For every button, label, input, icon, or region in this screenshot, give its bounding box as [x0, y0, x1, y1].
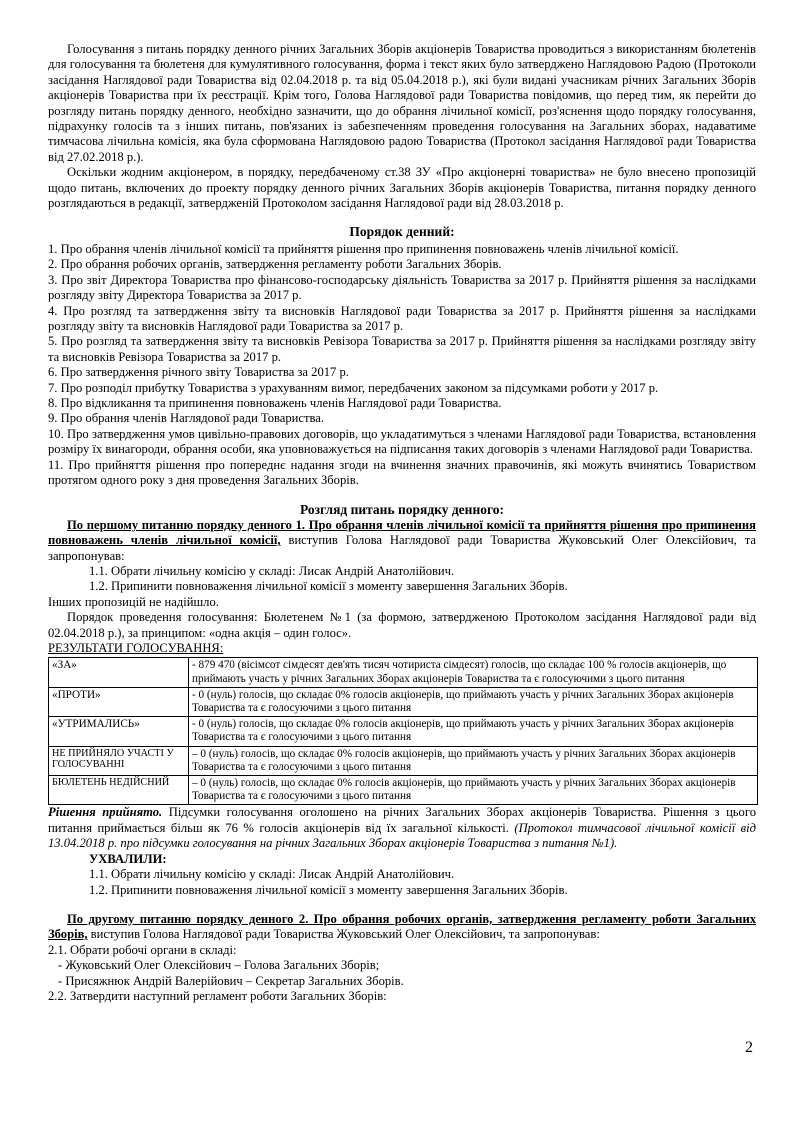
result-label: «УТРИМАЛИСЬ»	[49, 717, 189, 746]
voting-procedure: Порядок проведення голосування: Бюлетенем №1 (за формою, затвердженою Протоколом засідання Наглядової ради від 02.04.2018 р.), за принципом: «одна акція – один голос».	[48, 610, 756, 640]
proposal-1-1: 1.1. Обрати лічильну комісію у складі: Лисак Андрій Анатолійович.	[89, 564, 455, 578]
agenda-item: 4. Про розгляд та затвердження звіту та висновків Наглядової ради Товариства за 2017 р. Прийняття рішення за наслідками розгляду звіту та висновків Наглядової ради Товариства за 2017 р.	[48, 303, 756, 333]
agenda-item: 10. Про затвердження умов цивільно-правових договорів, що укладатимуться з членами Наглядової ради Товариства, встановлення розміру їх винагороди, обрання особи, яка уповноважується на підписання таких договорів з членами Наглядової ради Товариства.	[48, 426, 756, 457]
agenda-item: 6. Про затвердження річного звіту Товариства за 2017 р.	[48, 365, 349, 380]
no-other-proposals: Інших пропозицій не надійшло.	[48, 594, 219, 609]
agenda-item: 11. Про прийняття рішення про попереднє надання згоди на вчинення значних правочинів, які можуть вчинятись Товариством протягом одного року з дня проведення Загальних Зборів.	[48, 457, 756, 487]
proposal-1-2: 1.2. Припинити повноваження лічильної комісії з моменту завершення Загальних Зборів.	[89, 579, 568, 594]
agenda-item: 9. Про обрання членів Наглядової ради Товариства.	[48, 411, 325, 426]
result-value: - 0 (нуль) голосів, що складає 0% голосів акціонерів, що приймають участь у річних Загальних Зборах акціонерів Товариства та є голосуючими з цього питання	[189, 717, 758, 746]
decision-reference: (Протокол тимчасової лічильної комісії від 13.04.2018 р. про підсумки голосування на річних Загальних Зборах акціонерів Товариства з питання №1).	[48, 820, 756, 851]
review-title: Розгляд питань порядку денного:	[299, 502, 505, 518]
table-row	[49, 776, 758, 805]
table-row	[49, 717, 758, 746]
results-table	[48, 657, 758, 805]
result-label: «ЗА»	[49, 658, 189, 687]
result-label: БЮЛЕТЕНЬ НЕДІЙСНИЙ	[49, 776, 189, 805]
agenda-item: 2. Про обрання робочих органів, затвердження регламенту роботи Загальних Зборів.	[48, 257, 502, 272]
result-value: - 879 470 (вісімсот сімдесят дев'ять тисяч чотириста сімдесят) голосів, що складає 100 % голосів акціонерів, що приймають участь у річних Загальних Зборах акціонерів Товариства та є голосуючими з цього питання	[189, 658, 758, 687]
intro-paragraph-2: Оскільки жодним акціонером, в порядку, передбаченому ст.38 ЗУ «Про акціонерні товариства» не було внесено пропозицій щодо питань, включених до проекту порядку денного річних Загальних Зборів акціонерів Товариства, питання порядку денного розглядаються в редакції, затвердженій Протоколом засідання Наглядової ради від 28.03.2018 р.	[48, 165, 756, 211]
intro-paragraph-1: Голосування з питань порядку денного річних Загальних Зборів акціонерів Товариства проводиться з використанням бюлетенів для голосування та бюлетеня для кумулятивного голосування, форма і текст яких було затверджено Наглядовою Радою (Протоколи засідання Наглядової ради Товариства від 02.04.2018 р. та від 05.04.2018 р.), які були видані учасникам річних Загальних Зборів акціонерів Товариства при їх реєстрації. Крім того, Голова Наглядової ради Товариства повідомив, що перед тим, як перейти до розгляду питань порядку денного, необхідно зазначити, що до обрання лічильної комісії, роз'яснення щодо порядку голосування, підрахунку голосів та з інших питань, пов'язаних із забезпеченням проведення голосування на Загальних зборах, надаватиме тимчасова лічильна комісія, яка була сформована Наглядовою радою Товариства (Протокол засідання Наглядової ради Товариства від 27.02.2018 р.).	[48, 42, 756, 164]
agenda-item: 8. Про відкликання та припинення повноважень членів Наглядової ради Товариства.	[48, 395, 502, 410]
table-row	[49, 658, 758, 687]
resolved-1-2: 1.2. Припинити повноваження лічильної комісії з моменту завершення Загальних Зборів.	[89, 882, 568, 897]
result-value: - 0 (нуль) голосів, що складає 0% голосів акціонерів, що приймають участь у річних Загальних Зборах акціонерів Товариства та є голосуючими з цього питання	[189, 687, 758, 716]
result-value: – 0 (нуль) голосів, що складає 0% голосів акціонерів, що приймають участь у річних Загальних Зборах акціонерів Товариства та є голосуючими з цього питання	[189, 746, 758, 775]
result-value: – 0 (нуль) голосів, що складає 0% голосів акціонерів, що приймають участь у річних Загальних Зборах акціонерів Товариства та є голосуючими з цього питання	[189, 776, 758, 805]
agenda-list	[48, 242, 756, 489]
agenda-item: 1. Про обрання членів лічильної комісії та прийняття рішення про припинення повноважень членів лічильної комісії.	[48, 241, 679, 256]
agenda-item: 7. Про розподіл прибутку Товариства з урахуванням вимог, передбачених законом за підсумками роботи у 2017 р.	[48, 380, 659, 395]
question-2-speaker: виступив Голова Наглядової ради Товариства Жуковський Олег Олексійович, та запропонував:	[87, 927, 600, 942]
table-row	[49, 687, 758, 716]
decision-text: Підсумки голосування оголошено на річних Загальних Зборах акціонерів Товариства. Рішення з цього питання приймається більш як 76 % голосів акціонерів від їх загальної кількості.	[48, 805, 756, 835]
question-1-heading: По першому питанню порядку денного 1. Про обрання членів лічильної комісії та прийняття рішення про припинення повноважень членів лічильної комісії,	[48, 517, 756, 548]
spacer	[48, 898, 756, 912]
results-title: РЕЗУЛЬТАТИ ГОЛОСУВАННЯ:	[48, 641, 224, 656]
resolved-1-1: 1.1. Обрати лічильну комісію у складі: Лисак Андрій Анатолійович.	[89, 867, 455, 882]
table-row	[49, 746, 758, 775]
proposal-2-1-secretary: - Присяжнюк Андрій Валерійович – Секретар Загальних Зборів.	[58, 973, 404, 988]
resolved-title: УХВАЛИЛИ:	[89, 851, 167, 866]
proposal-2-1-chair: - Жуковський Олег Олексійович – Голова Загальних Зборів;	[58, 958, 380, 973]
decision-lead: Рішення прийнято.	[48, 805, 163, 820]
page-number: 2	[745, 1039, 753, 1056]
question-1-speaker: виступив Голова Наглядової ради Товариства Жуковський Олег Олексійович, та запропонував:	[48, 533, 756, 563]
result-label: НЕ ПРИЙНЯЛО УЧАСТІ У ГОЛОСУВАННІ	[49, 746, 189, 775]
question-1-intro	[48, 518, 756, 564]
proposal-2-1: 2.1. Обрати робочі органи в складі:	[48, 942, 237, 957]
agenda-item: 5. Про розгляд та затвердження звіту та висновків Ревізора Товариства за 2017 р. Прийняття рішення за наслідками розгляду звіту та висновків Ревізора Товариства за 2017 р.	[48, 334, 756, 364]
decision-paragraph	[48, 805, 756, 851]
proposal-2-2: 2.2. Затвердити наступний регламент роботи Загальних Зборів:	[48, 988, 387, 1003]
agenda-item: 3. Про звіт Директора Товариства про фінансово-господарську діяльність Товариства за 2017 р. Прийняття рішення за наслідками розгляду звіту Директора Товариства за 2017 р.	[48, 272, 756, 303]
question-2-intro	[48, 912, 756, 943]
result-label: «ПРОТИ»	[49, 687, 189, 716]
question-2-heading: По другому питанню порядку денного 2. Про обрання робочих органів, затвердження регламенту роботи Загальних Зборів,	[48, 911, 756, 942]
agenda-title: Порядок денний:	[349, 224, 455, 240]
